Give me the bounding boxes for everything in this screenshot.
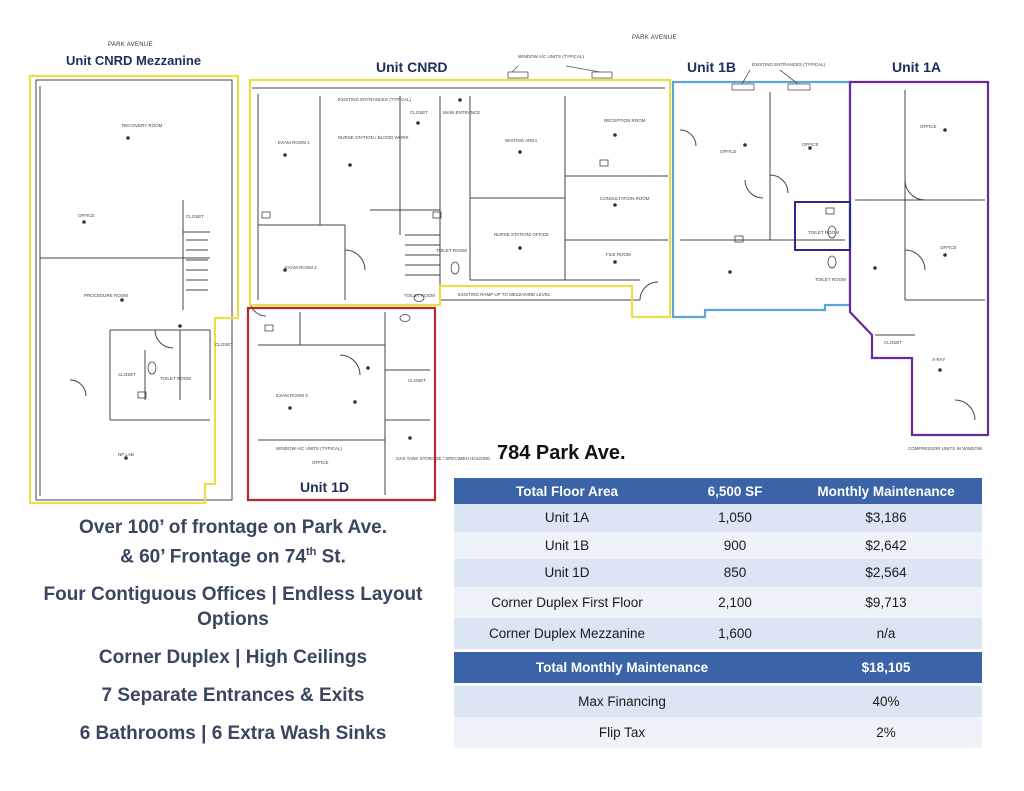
room-label: EXISTING ENTRANCES (TYPICAL) xyxy=(338,97,412,102)
table-row xyxy=(454,717,982,748)
cell-area: 1,600 xyxy=(680,618,790,649)
room-label: OFFICE xyxy=(802,142,819,147)
cell-area: 900 xyxy=(680,532,790,560)
cell-maintenance: $2,642 xyxy=(790,532,982,560)
room-label: OFFICE xyxy=(720,149,737,154)
table-row xyxy=(454,559,982,587)
room-label: FILE ROOM xyxy=(606,252,631,257)
room-label: PROCEDURE ROOM xyxy=(84,293,129,298)
room-label: CONSULTATION ROOM xyxy=(600,196,650,201)
feature-superscript: th xyxy=(305,546,317,558)
features-list xyxy=(28,515,438,746)
cell-label: Max Financing xyxy=(454,686,790,717)
room-label: WINDOW A/C UNITS (TYPICAL) xyxy=(518,54,585,59)
room-label: NP LAB xyxy=(118,452,134,457)
table-row xyxy=(454,504,982,532)
table-row xyxy=(454,532,982,560)
room-label: TOILET ROOM xyxy=(160,376,191,381)
room-label: RECEPTION ROOM xyxy=(604,118,646,123)
room-label: CLOSET xyxy=(884,340,903,345)
maintenance-table xyxy=(454,478,982,748)
unit-1a-outline xyxy=(850,82,988,435)
cell-maintenance: $3,186 xyxy=(790,504,982,532)
table-row xyxy=(454,618,982,649)
unit-1a-title: Unit 1A xyxy=(892,59,941,75)
room-label: COMPRESSOR UNITS IN WINDOW xyxy=(908,446,982,451)
room-label: EXISTING RAMP UP TO MEZZANINE LEVEL xyxy=(458,292,551,297)
unit-1d-title: Unit 1D xyxy=(300,479,349,495)
cell-maintenance: $2,564 xyxy=(790,559,982,587)
room-label: NURSE STATION / BLOOD WORK xyxy=(338,135,409,140)
room-label: NURSE STATION/ OFFICE xyxy=(494,232,549,237)
room-label: EXAM ROOM 2 xyxy=(285,265,317,270)
room-label: EXAM ROOM 1 xyxy=(278,140,310,145)
cell-unit: Unit 1D xyxy=(454,559,680,587)
feature-frontage-park: Over 100’ of frontage on Park Ave. xyxy=(79,517,387,538)
feature-entrances: 7 Separate Entrances & Exits xyxy=(101,685,365,707)
total-value: $18,105 xyxy=(790,652,982,683)
cell-area: 850 xyxy=(680,559,790,587)
street-label-left: PARK AVENUE xyxy=(108,42,153,48)
cell-maintenance: n/a xyxy=(790,618,982,649)
feature-layout-options: Options xyxy=(197,609,269,631)
cell-unit: Unit 1B xyxy=(454,532,680,560)
unit-1b-title: Unit 1B xyxy=(687,59,736,75)
header-total-floor-area: Total Floor Area xyxy=(454,478,680,504)
room-label: OFFICE xyxy=(940,245,957,250)
room-label: CLOSET xyxy=(118,372,137,377)
feature-bathrooms: 6 Bathrooms | 6 Extra Wash Sinks xyxy=(79,723,387,745)
room-label: TOILET ROOM xyxy=(815,277,846,282)
room-label: CLOSET xyxy=(186,214,205,219)
unit-cnrd-title: Unit CNRD xyxy=(376,59,448,75)
table-row xyxy=(454,686,982,717)
room-label: OFFICE xyxy=(920,124,937,129)
room-label: WINDOW A/C UNITS (TYPICAL) xyxy=(276,446,343,451)
room-label: TOILET ROOM xyxy=(808,230,839,235)
header-floor-area-value: 6,500 SF xyxy=(680,478,790,504)
room-label: GAS TANK STORAGE / SPECIMEN HOLDING xyxy=(396,456,491,461)
street-label-right: PARK AVENUE xyxy=(632,35,677,41)
room-label: EXISTING ENTRANCES (TYPICAL) xyxy=(752,62,826,67)
feature-contiguous-offices: Four Contiguous Offices | Endless Layout xyxy=(43,584,423,606)
table-row xyxy=(454,587,982,618)
room-label: EXAM ROOM 3 xyxy=(276,393,308,398)
table-header-row xyxy=(454,478,982,504)
room-label: CLOSET xyxy=(408,378,427,383)
room-label: TOILET ROOM xyxy=(436,248,467,253)
cell-area: 2,100 xyxy=(680,587,790,618)
feature-frontage-74th-suffix: St. xyxy=(316,546,346,568)
cell-value: 2% xyxy=(790,717,982,748)
feature-frontage-74th xyxy=(28,540,438,569)
total-label: Total Monthly Maintenance xyxy=(454,652,790,683)
cell-area: 1,050 xyxy=(680,504,790,532)
room-label: CLOSET xyxy=(410,110,429,115)
room-label: WAITING AREA xyxy=(505,138,538,143)
feature-corner-duplex: Corner Duplex | High Ceilings xyxy=(98,647,368,669)
cell-value: 40% xyxy=(790,686,982,717)
cell-maintenance: $9,713 xyxy=(790,587,982,618)
room-label: OFFICE xyxy=(312,460,329,465)
unit-cnrd-mezzanine-title: Unit CNRD Mezzanine xyxy=(66,53,202,68)
room-label: RECOVERY ROOM xyxy=(122,123,163,128)
room-label: TOILET ROOM xyxy=(404,293,435,298)
cell-unit: Corner Duplex Mezzanine xyxy=(454,618,680,649)
room-label: OFFICE xyxy=(78,213,95,218)
room-label: X-RAY xyxy=(932,357,946,362)
cell-unit: Unit 1A xyxy=(454,504,680,532)
unit-1a-inner-outline xyxy=(795,202,850,250)
unit-1d-outline xyxy=(248,308,435,500)
cell-label: Flip Tax xyxy=(454,717,790,748)
header-monthly-maintenance: Monthly Maintenance xyxy=(790,478,982,504)
property-address: 784 Park Ave. xyxy=(497,442,626,464)
cell-unit: Corner Duplex First Floor xyxy=(454,587,680,618)
table-total-row xyxy=(454,652,982,683)
room-label: MAIN ENTRANCE xyxy=(443,110,481,115)
room-label: CLOSET xyxy=(215,342,234,347)
feature-frontage-74th-text: & 60’ Frontage on 74 xyxy=(120,546,306,568)
